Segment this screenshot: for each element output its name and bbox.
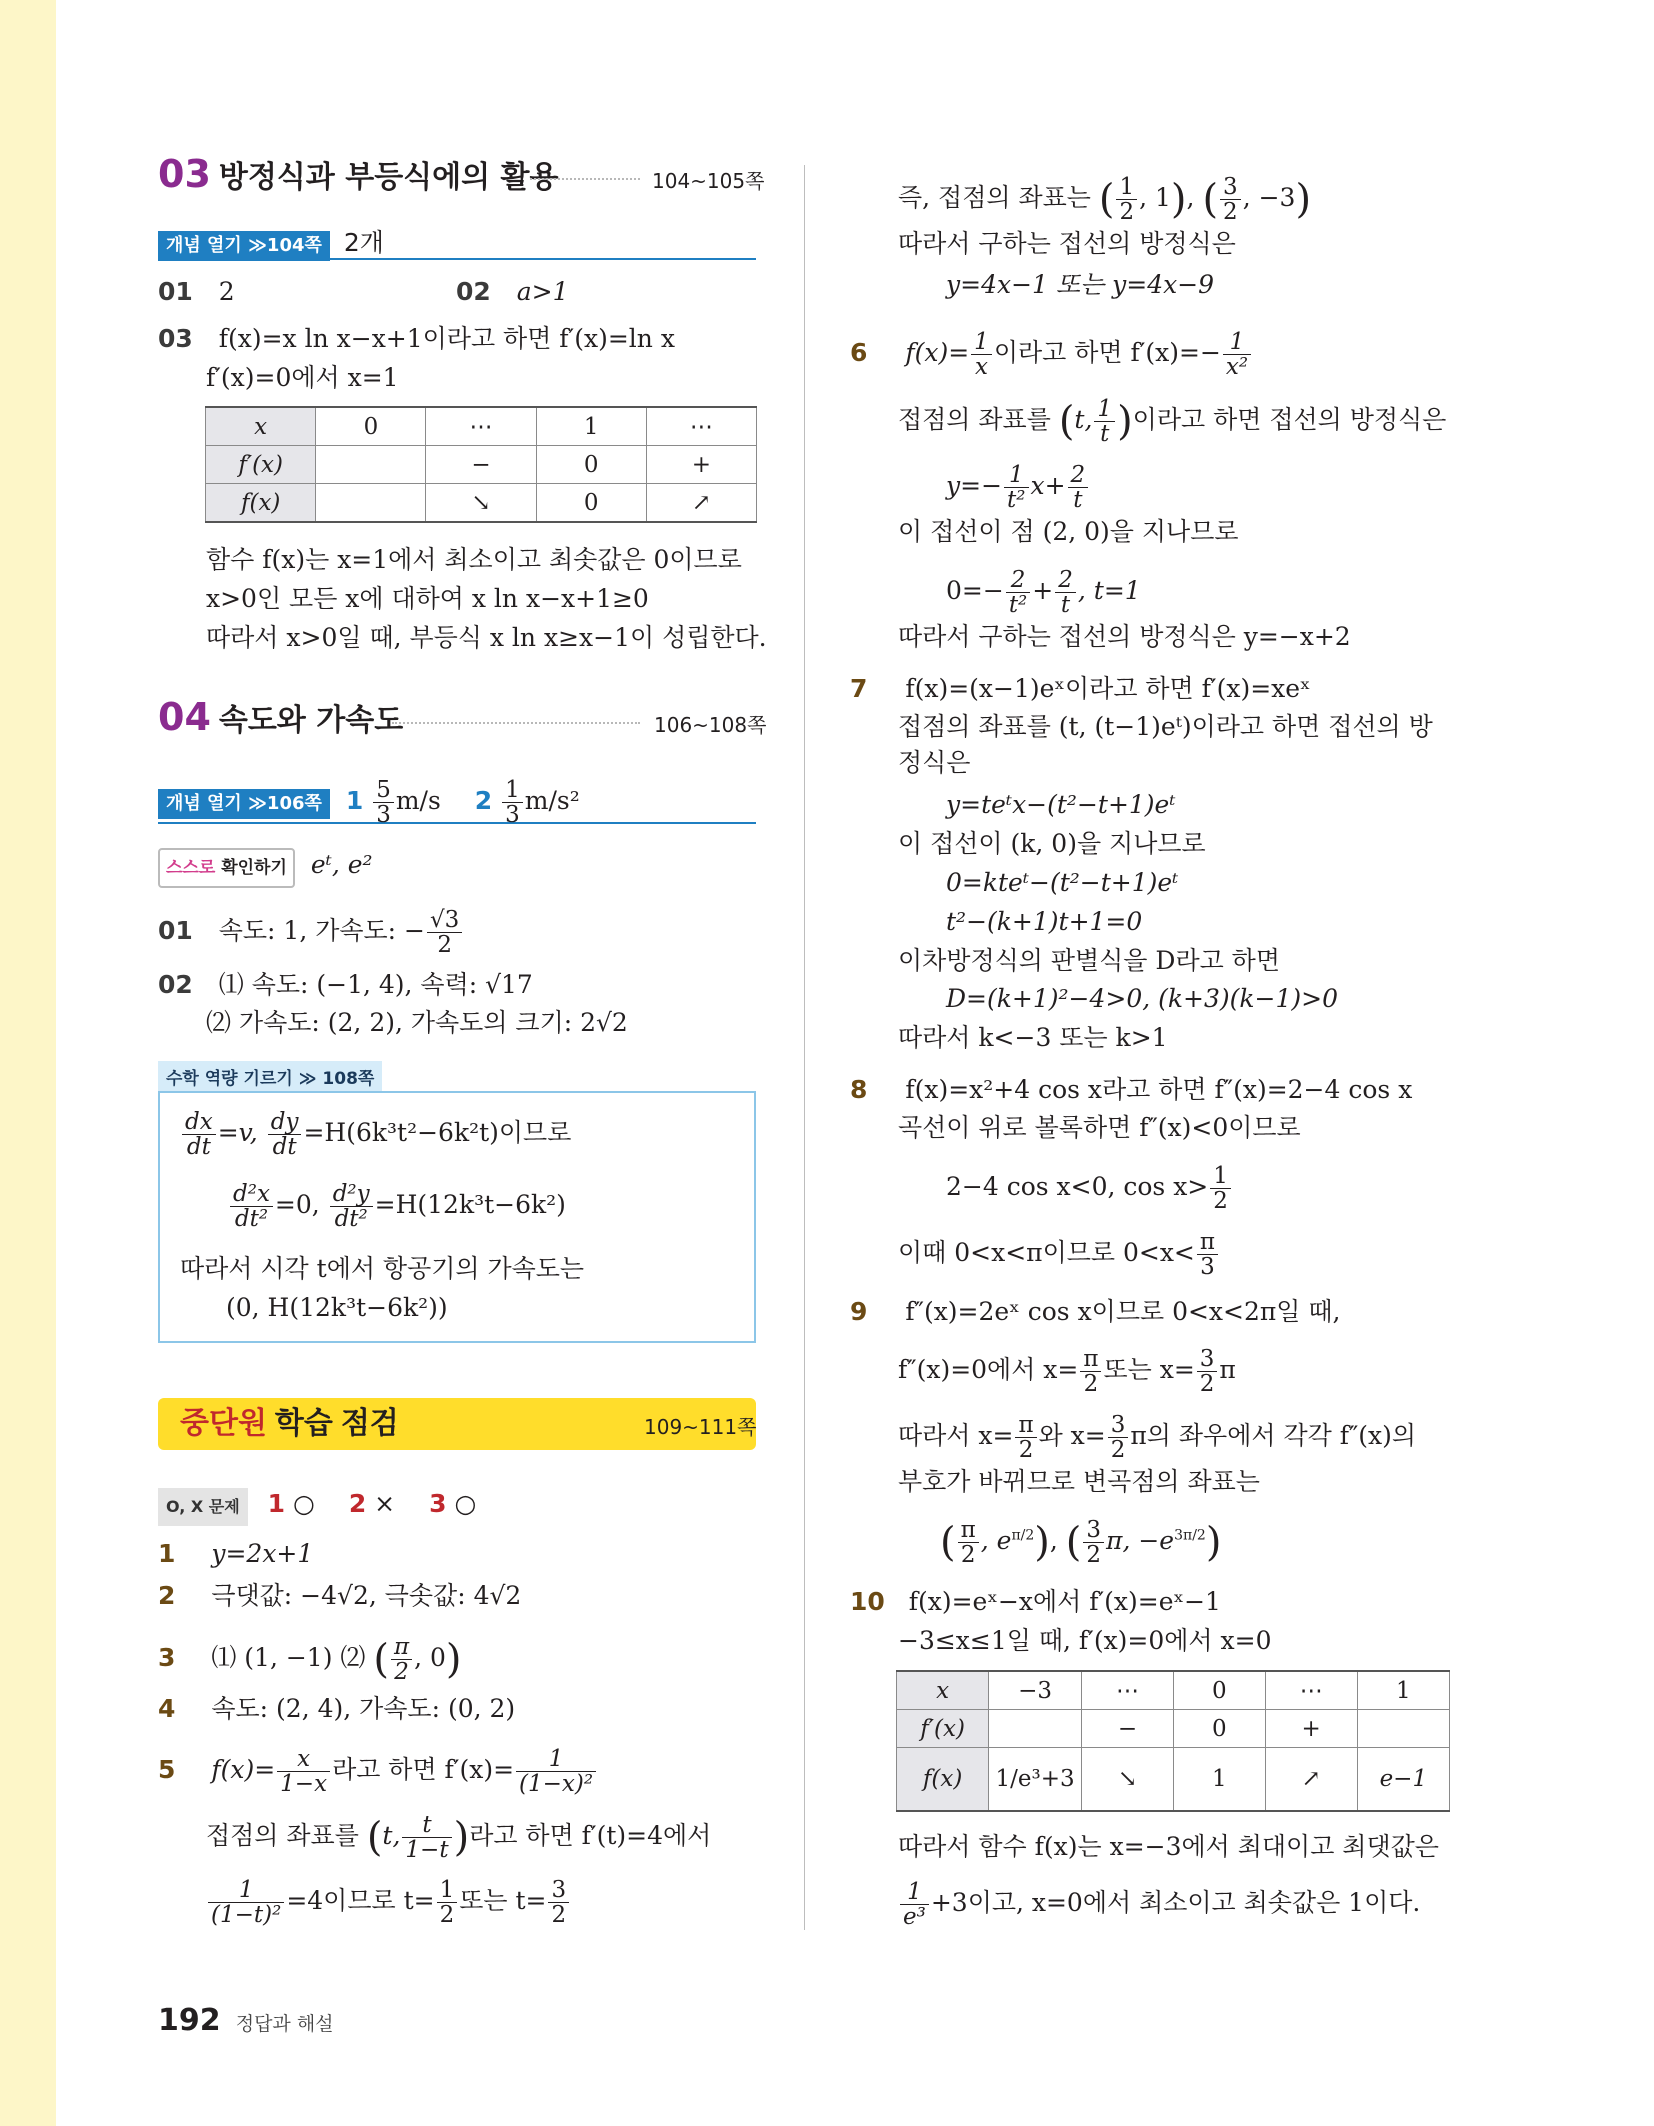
self-check-answer: eᵗ, e² bbox=[310, 850, 373, 879]
math-text: π의 좌우에서 각각 f″(x)의 bbox=[1130, 1421, 1417, 1450]
fraction bbox=[182, 1110, 216, 1159]
fraction bbox=[1210, 1164, 1231, 1213]
review-title bbox=[180, 1407, 399, 1442]
ox-tag: O, X 문제 bbox=[158, 1488, 248, 1526]
answer-text: 속도: (2, 4), 가속도: (0, 2) bbox=[211, 1694, 516, 1723]
math-text: + bbox=[1032, 576, 1054, 605]
table-cell: x bbox=[897, 1671, 989, 1710]
numerator: 1 bbox=[1210, 1164, 1231, 1189]
section-number: 03 bbox=[158, 152, 211, 196]
q8-line4 bbox=[898, 1230, 1220, 1279]
denominator: 3 bbox=[505, 802, 520, 828]
section-title: 속도와 가속도 bbox=[218, 703, 404, 738]
table-cell: ⋯ bbox=[1265, 1671, 1357, 1710]
question-number: 2 bbox=[158, 1581, 176, 1610]
r-line2: 따라서 구하는 접선의 방정식은 bbox=[898, 229, 1236, 258]
math-text: , t=1 bbox=[1077, 576, 1141, 605]
denominator: 3 bbox=[376, 802, 391, 828]
denominator: 1−t bbox=[405, 1837, 449, 1863]
q6-line5 bbox=[946, 568, 1141, 617]
numerator: 2 bbox=[1006, 568, 1030, 593]
math-text: 이라고 하면 f′(x)=− bbox=[993, 338, 1221, 367]
fraction bbox=[900, 1880, 929, 1929]
q9-line2 bbox=[898, 1347, 1236, 1396]
answer-text: f(x)=x ln x−x+1이라고 하면 f′(x)=ln x bbox=[218, 324, 675, 353]
math-text: π bbox=[1219, 1355, 1236, 1384]
ox-number: 2 bbox=[348, 1489, 367, 1518]
question-number: 1 bbox=[158, 1539, 176, 1568]
table-cell: − bbox=[426, 446, 536, 484]
review-title-c: 점검 bbox=[340, 1406, 399, 1441]
math-text: 접점의 좌표를 bbox=[898, 405, 1051, 434]
answer-04-02 bbox=[158, 968, 533, 1002]
denominator: 2 bbox=[1083, 1371, 1099, 1397]
unit: m/s bbox=[395, 786, 441, 815]
fraction bbox=[1223, 330, 1251, 379]
numerator: 1 bbox=[502, 778, 523, 803]
exponent: 3π/2 bbox=[1174, 1527, 1206, 1544]
table-cell: ⋯ bbox=[646, 407, 756, 446]
table-cell bbox=[316, 484, 426, 523]
denominator: dt² bbox=[234, 1206, 269, 1232]
denominator: dt bbox=[186, 1134, 211, 1160]
column-divider bbox=[804, 165, 805, 1930]
question-number: 8 bbox=[850, 1075, 868, 1104]
concept-open-tag: 개념 열기 ≫106쪽 bbox=[158, 789, 330, 819]
ox-row bbox=[158, 1487, 476, 1526]
review-pages: 109~111쪽 bbox=[644, 1415, 757, 1439]
answer-text: 2 bbox=[218, 277, 235, 306]
table-row bbox=[897, 1748, 1450, 1812]
fraction bbox=[230, 1182, 273, 1231]
ox-number: 3 bbox=[429, 1489, 447, 1518]
review-q3: 3 ⑴ (1, −1) ⑵ ( $\frac{\pi}{2}$ , 0) bbox=[158, 1634, 462, 1685]
fraction bbox=[1197, 1347, 1218, 1396]
table-cell: e−1 bbox=[1357, 1748, 1449, 1812]
denominator: 1−x bbox=[280, 1771, 328, 1797]
answer-text: 극댓값: −4√2, 극솟값: 4√2 bbox=[211, 1581, 522, 1610]
table-cell: 1/e³+3 bbox=[989, 1748, 1082, 1812]
table-cell: −3 bbox=[989, 1671, 1082, 1710]
review-q4 bbox=[158, 1692, 515, 1726]
math-text: 접점의 좌표를 bbox=[206, 1821, 359, 1850]
numerator: d²y bbox=[330, 1182, 373, 1207]
table-cell: 0 bbox=[1173, 1671, 1265, 1710]
numerator: π bbox=[1080, 1347, 1101, 1372]
math-text: f″(x)=2eˣ cos x이므로 0<x<2π일 때, bbox=[905, 1297, 1341, 1326]
question-number: 5 bbox=[158, 1755, 176, 1784]
ox-answer: × bbox=[374, 1489, 396, 1518]
numerator: 3 bbox=[1220, 175, 1241, 200]
fraction bbox=[502, 778, 523, 827]
answer-02 bbox=[456, 275, 569, 309]
fraction bbox=[427, 908, 462, 957]
leader-dots bbox=[392, 722, 640, 724]
concept-tag-row bbox=[158, 778, 580, 827]
math-text: t, bbox=[382, 1821, 401, 1850]
fraction bbox=[268, 1110, 302, 1159]
q8-line2: 곡선이 위로 볼록하면 f″(x)<0이므로 bbox=[898, 1113, 1301, 1142]
denominator: 2 bbox=[551, 1902, 567, 1928]
answer-text: y=2x+1 bbox=[211, 1539, 314, 1568]
fraction bbox=[1197, 1230, 1218, 1279]
math-text: , e bbox=[980, 1526, 1012, 1555]
table-cell: 1 bbox=[536, 407, 646, 446]
math-text: t, bbox=[1074, 405, 1093, 434]
fraction bbox=[516, 1747, 596, 1796]
math-text: 이라고 하면 접선의 방정식은 bbox=[1132, 405, 1447, 434]
page-footer bbox=[158, 2003, 334, 2038]
section-04-header bbox=[158, 695, 404, 739]
math-text: +3이고, x=0에서 최소이고 최솟값은 1이다. bbox=[930, 1888, 1421, 1917]
review-q5-line2: 접점의 좌표를 (t, $\frac{t}{1-t}$ )라고 하면 f′(t)=4에서 bbox=[206, 1812, 712, 1863]
answer-text: , 0 bbox=[414, 1643, 446, 1672]
q7-line4: y=teᵗx−(t²−t+1)eᵗ bbox=[946, 790, 1176, 819]
table-cell bbox=[1357, 1710, 1449, 1748]
math-text: , −3 bbox=[1242, 183, 1296, 212]
review-q2 bbox=[158, 1579, 521, 1613]
fraction bbox=[958, 1518, 979, 1567]
q6-line3 bbox=[946, 463, 1090, 512]
q8-line1 bbox=[850, 1073, 1412, 1107]
table-cell: + bbox=[1265, 1710, 1357, 1748]
numerator: π bbox=[958, 1518, 979, 1543]
q6-line2: 접점의 좌표를 (t, $\frac{1}{t}$ )이라고 하면 접선의 방정식은 bbox=[898, 396, 1447, 447]
q8-line3 bbox=[946, 1164, 1233, 1213]
numerator: dy bbox=[268, 1110, 302, 1135]
section-title: 방정식과 부등식에의 활용 bbox=[218, 160, 559, 195]
answer-03-line5: 따라서 x>0일 때, 부등식 x ln x≥x−1이 성립한다. bbox=[206, 623, 767, 652]
math-text: =4이므로 t= bbox=[286, 1886, 435, 1915]
numerator: d²x bbox=[230, 1182, 273, 1207]
review-title-b: 학습 bbox=[274, 1406, 333, 1441]
table-cell: 1 bbox=[1357, 1671, 1449, 1710]
q9-line5: ( $\frac{\pi}{2}$ , $e^{\pi/2}$), ( $\frac{3}{2}$ π, $-e^{3\pi/2}$) bbox=[940, 1517, 1222, 1568]
math-text: , 1 bbox=[1139, 183, 1171, 212]
numerator: 1 bbox=[437, 1878, 458, 1903]
left-margin-strip bbox=[0, 0, 56, 2126]
exponent: π/2 bbox=[1011, 1527, 1035, 1544]
table-cell: 0 bbox=[316, 407, 426, 446]
table-cell: − bbox=[1081, 1710, 1173, 1748]
numerator: 1 bbox=[516, 1747, 596, 1772]
box-line2 bbox=[228, 1182, 566, 1231]
math-text: 라고 하면 f′(x)= bbox=[332, 1755, 515, 1784]
q9-line3 bbox=[898, 1413, 1416, 1462]
answer-number: 2 bbox=[474, 786, 493, 815]
answer-04-02-line2: ⑵ 가속도: (2, 2), 가속도의 크기: 2√2 bbox=[206, 1008, 628, 1037]
box-line1 bbox=[180, 1110, 571, 1159]
math-text: 와 x= bbox=[1038, 1421, 1106, 1450]
table-cell bbox=[989, 1710, 1082, 1748]
ox-answer: ○ bbox=[454, 1489, 477, 1518]
math-text: =0, bbox=[274, 1190, 320, 1219]
denominator: 2 bbox=[1213, 1188, 1228, 1214]
answer-number: 01 bbox=[158, 916, 193, 945]
q10-line4 bbox=[898, 1880, 1420, 1929]
table-cell: ↘ bbox=[1081, 1748, 1173, 1812]
concept-open-tag: 개념 열기 ≫104쪽 bbox=[158, 231, 330, 261]
answer-text: ⑴ (1, −1) ⑵ bbox=[211, 1643, 366, 1672]
q6-line6: 따라서 구하는 접선의 방정식은 y=−x+2 bbox=[898, 622, 1351, 651]
question-number: 3 bbox=[158, 1643, 176, 1672]
fraction bbox=[1006, 568, 1030, 617]
numerator: π bbox=[1015, 1413, 1036, 1438]
denominator: 2 bbox=[1018, 1437, 1034, 1463]
fraction bbox=[402, 1813, 451, 1862]
numerator: 2 bbox=[1068, 463, 1089, 488]
math-text: y=− bbox=[946, 471, 1003, 500]
numerator: 2 bbox=[1055, 568, 1076, 593]
q10-table bbox=[896, 1670, 1450, 1812]
answer-03-line3: 함수 f(x)는 x=1에서 최소이고 최솟값은 0이므로 bbox=[206, 545, 742, 574]
math-text: =H(12k³t−6k²) bbox=[374, 1190, 566, 1219]
denominator: 2 bbox=[394, 1659, 409, 1685]
q7-line10: 따라서 k<−3 또는 k>1 bbox=[898, 1023, 1168, 1052]
math-text: f″(x)=0에서 x= bbox=[898, 1355, 1079, 1384]
table-cell: 0 bbox=[536, 446, 646, 484]
self-check-row bbox=[158, 848, 373, 888]
fraction bbox=[1108, 1413, 1129, 1462]
q10-line1 bbox=[850, 1585, 1221, 1619]
fraction bbox=[373, 778, 394, 827]
answer-number: 02 bbox=[158, 970, 193, 999]
denominator: (1−t)² bbox=[211, 1902, 282, 1928]
math-text: 또는 t= bbox=[459, 1886, 547, 1915]
question-number: 7 bbox=[850, 674, 868, 703]
table-cell: f(x) bbox=[897, 1748, 989, 1812]
numerator: dx bbox=[182, 1110, 216, 1135]
numerator: π bbox=[391, 1635, 412, 1660]
denominator: dt bbox=[272, 1134, 297, 1160]
self-check-label-b: 확인하기 bbox=[221, 858, 287, 878]
denominator: 2 bbox=[960, 1542, 976, 1568]
table-cell: 0 bbox=[1173, 1710, 1265, 1748]
math-text: f(x)=(x−1)eˣ이라고 하면 f′(x)=xeˣ bbox=[905, 674, 1311, 703]
table-cell: ↘ bbox=[426, 484, 536, 523]
numerator: 1 bbox=[900, 1880, 929, 1905]
q6-line4: 이 접선이 점 (2, 0)을 지나므로 bbox=[898, 517, 1239, 546]
fraction bbox=[1083, 1518, 1104, 1567]
math-text: 0=− bbox=[946, 576, 1004, 605]
math-text: f(x)=eˣ−x에서 f′(x)=eˣ−1 bbox=[908, 1587, 1221, 1616]
math-text: x+ bbox=[1030, 471, 1066, 500]
q7-line2: 접점의 좌표를 (t, (t−1)eᵗ)이라고 하면 접선의 방 bbox=[898, 712, 1433, 741]
q10-line2: −3≤x≤1일 때, f′(x)=0에서 x=0 bbox=[898, 1626, 1272, 1655]
table-row bbox=[206, 484, 757, 523]
math-text: 라고 하면 f′(t)=4에서 bbox=[469, 1821, 712, 1850]
numerator: 1 bbox=[971, 330, 992, 355]
denominator: dt² bbox=[334, 1206, 368, 1232]
ox-number: 1 bbox=[267, 1489, 286, 1518]
answer-03-line1 bbox=[158, 322, 675, 356]
increase-decrease-table bbox=[205, 406, 757, 523]
section-pages: 106~108쪽 bbox=[654, 713, 767, 737]
fraction bbox=[1116, 175, 1137, 224]
table-cell: 0 bbox=[536, 484, 646, 523]
question-number: 4 bbox=[158, 1694, 176, 1723]
denominator: t² bbox=[1007, 487, 1026, 513]
numerator: 3 bbox=[1108, 1413, 1129, 1438]
fraction bbox=[971, 330, 992, 379]
fraction bbox=[277, 1747, 330, 1796]
denominator: 2 bbox=[1223, 199, 1238, 225]
answer-number: 03 bbox=[158, 324, 193, 353]
numerator: √3 bbox=[427, 908, 462, 933]
review-q5-line3 bbox=[206, 1878, 571, 1927]
question-number: 6 bbox=[850, 338, 868, 367]
r-line3: y=4x−1 또는 y=4x−9 bbox=[946, 270, 1215, 299]
table-row bbox=[206, 446, 757, 484]
section-number: 04 bbox=[158, 695, 211, 739]
leader-dots bbox=[530, 178, 640, 180]
denominator: 2 bbox=[1086, 1542, 1102, 1568]
question-number: 10 bbox=[850, 1587, 885, 1616]
denominator: 2 bbox=[439, 1902, 455, 1928]
answer-number: 02 bbox=[456, 277, 491, 306]
numerator: 3 bbox=[548, 1878, 569, 1903]
math-text: π, −e bbox=[1106, 1526, 1175, 1555]
q6-line1 bbox=[850, 330, 1253, 379]
table-cell bbox=[316, 446, 426, 484]
self-check-tag bbox=[158, 848, 295, 888]
fraction bbox=[1220, 175, 1241, 224]
denominator: t² bbox=[1008, 592, 1028, 618]
fraction bbox=[330, 1182, 373, 1231]
denominator: 2 bbox=[1119, 199, 1135, 225]
q9-line1 bbox=[850, 1295, 1341, 1329]
answer-text: 속도: 1, 가속도: − bbox=[218, 916, 425, 945]
ox-answer: ○ bbox=[293, 1489, 315, 1518]
table-row bbox=[897, 1710, 1450, 1748]
math-text: =v, bbox=[217, 1118, 258, 1147]
numerator: 1 bbox=[208, 1878, 284, 1903]
numerator: 3 bbox=[1197, 1347, 1218, 1372]
table-cell: ⋯ bbox=[426, 407, 536, 446]
q10-line3: 따라서 함수 f(x)는 x=−3에서 최대이고 최댓값은 bbox=[898, 1832, 1439, 1861]
concept-tag-row bbox=[158, 226, 384, 261]
denominator: 2 bbox=[1110, 1437, 1126, 1463]
fraction bbox=[391, 1635, 412, 1684]
math-text: f(x)= bbox=[905, 338, 970, 367]
numerator: t bbox=[402, 1813, 451, 1838]
numerator: 1 bbox=[1223, 330, 1251, 355]
answer-text: a>1 bbox=[516, 277, 569, 306]
q7-line3: 정식은 bbox=[898, 748, 971, 777]
math-text: f(x)= bbox=[211, 1755, 276, 1784]
q7-line6: 0=kteᵗ−(t²−t+1)eᵗ bbox=[946, 868, 1179, 897]
answer-number: 01 bbox=[158, 277, 193, 306]
answer-number: 1 bbox=[345, 786, 364, 815]
q7-line8: 이차방정식의 판별식을 D라고 하면 bbox=[898, 946, 1280, 975]
numerator: 1 bbox=[1116, 175, 1137, 200]
answer-01 bbox=[158, 275, 235, 309]
answer-04-01 bbox=[158, 908, 464, 957]
math-text: 또는 x= bbox=[1103, 1355, 1195, 1384]
math-text: 따라서 x= bbox=[898, 1421, 1014, 1450]
concept-answer: 2개 bbox=[343, 228, 384, 257]
self-check-label-a: 스스로 bbox=[166, 858, 216, 878]
q7-line7: t²−(k+1)t+1=0 bbox=[946, 907, 1143, 936]
numerator: x bbox=[277, 1747, 330, 1772]
table-cell: 1 bbox=[1173, 1748, 1265, 1812]
table-cell: + bbox=[646, 446, 756, 484]
fraction bbox=[548, 1878, 569, 1927]
table-cell: x bbox=[206, 407, 316, 446]
table-cell: f′(x) bbox=[206, 446, 316, 484]
table-cell: f(x) bbox=[206, 484, 316, 523]
fraction bbox=[1015, 1413, 1036, 1462]
fraction bbox=[1068, 463, 1089, 512]
question-number: 9 bbox=[850, 1297, 868, 1326]
q7-line1 bbox=[850, 672, 1311, 706]
section-03-header bbox=[158, 152, 559, 196]
numerator: 1 bbox=[1004, 463, 1028, 488]
math-text: f(x)=x²+4 cos x라고 하면 f″(x)=2−4 cos x bbox=[905, 1075, 1413, 1104]
denominator: (1−x)² bbox=[519, 1771, 594, 1797]
review-q5-line1 bbox=[158, 1747, 598, 1796]
denominator: e³ bbox=[903, 1904, 926, 1930]
math-text: 즉, 접점의 좌표는 bbox=[898, 183, 1091, 212]
numerator: π bbox=[1197, 1230, 1218, 1255]
fraction bbox=[208, 1878, 284, 1927]
denominator: x bbox=[975, 354, 988, 380]
fraction bbox=[1004, 463, 1028, 512]
denominator: 2 bbox=[1199, 1371, 1215, 1397]
numerator: 5 bbox=[373, 778, 394, 803]
box-line4: (0, H(12k³t−6k²)) bbox=[226, 1293, 448, 1322]
fraction bbox=[1094, 397, 1115, 446]
page-number: 192 bbox=[158, 2003, 221, 2038]
math-text: 이때 0<x<π이므로 0<x< bbox=[898, 1238, 1195, 1267]
denominator: t bbox=[1100, 421, 1110, 447]
denominator: 2 bbox=[437, 932, 452, 958]
table-cell: ↗ bbox=[646, 484, 756, 523]
answer-03-line4: x>0인 모든 x에 대하여 x ln x−x+1≥0 bbox=[206, 584, 649, 613]
table-cell: f′(x) bbox=[897, 1710, 989, 1748]
r-line1: 즉, 접점의 좌표는 ( $\frac{1}{2}$ , 1), ( $\frac{3}{2}$ , −3) bbox=[898, 174, 1312, 225]
footer-label: 정답과 해설 bbox=[235, 2013, 334, 2035]
denominator: x² bbox=[1225, 354, 1249, 380]
fraction bbox=[437, 1878, 458, 1927]
table-row bbox=[206, 407, 757, 446]
q7-line5: 이 접선이 (k, 0)을 지나므로 bbox=[898, 829, 1206, 858]
math-text: 2−4 cos x<0, cos x> bbox=[946, 1172, 1209, 1201]
section-pages: 104~105쪽 bbox=[652, 169, 765, 193]
box-line3: 따라서 시각 t에서 항공기의 가속도는 bbox=[180, 1254, 585, 1283]
table-cell: ⋯ bbox=[1081, 1671, 1173, 1710]
unit: m/s² bbox=[524, 786, 580, 815]
fraction bbox=[1055, 568, 1076, 617]
review-q1 bbox=[158, 1537, 313, 1571]
review-title-a: 중단원 bbox=[180, 1406, 267, 1441]
numerator: 1 bbox=[1094, 397, 1115, 422]
denominator: t bbox=[1073, 487, 1083, 513]
numerator: 3 bbox=[1083, 1518, 1104, 1543]
answer-03-line2: f′(x)=0에서 x=1 bbox=[206, 363, 399, 392]
fraction bbox=[1080, 1347, 1101, 1396]
table-cell: ↗ bbox=[1265, 1748, 1357, 1812]
answer-text: ⑴ 속도: (−1, 4), 속력: √17 bbox=[218, 970, 533, 999]
competency-box-tag: 수학 역량 기르기 ≫ 108쪽 bbox=[158, 1061, 382, 1092]
denominator: t bbox=[1060, 592, 1071, 618]
q9-line4: 부호가 바뀌므로 변곡점의 좌표는 bbox=[898, 1467, 1260, 1496]
denominator: 3 bbox=[1200, 1254, 1215, 1280]
q7-line9: D=(k+1)²−4>0, (k+3)(k−1)>0 bbox=[946, 984, 1338, 1013]
table-row bbox=[897, 1671, 1450, 1710]
math-text: =H(6k³t²−6k²t)이므로 bbox=[303, 1118, 572, 1147]
